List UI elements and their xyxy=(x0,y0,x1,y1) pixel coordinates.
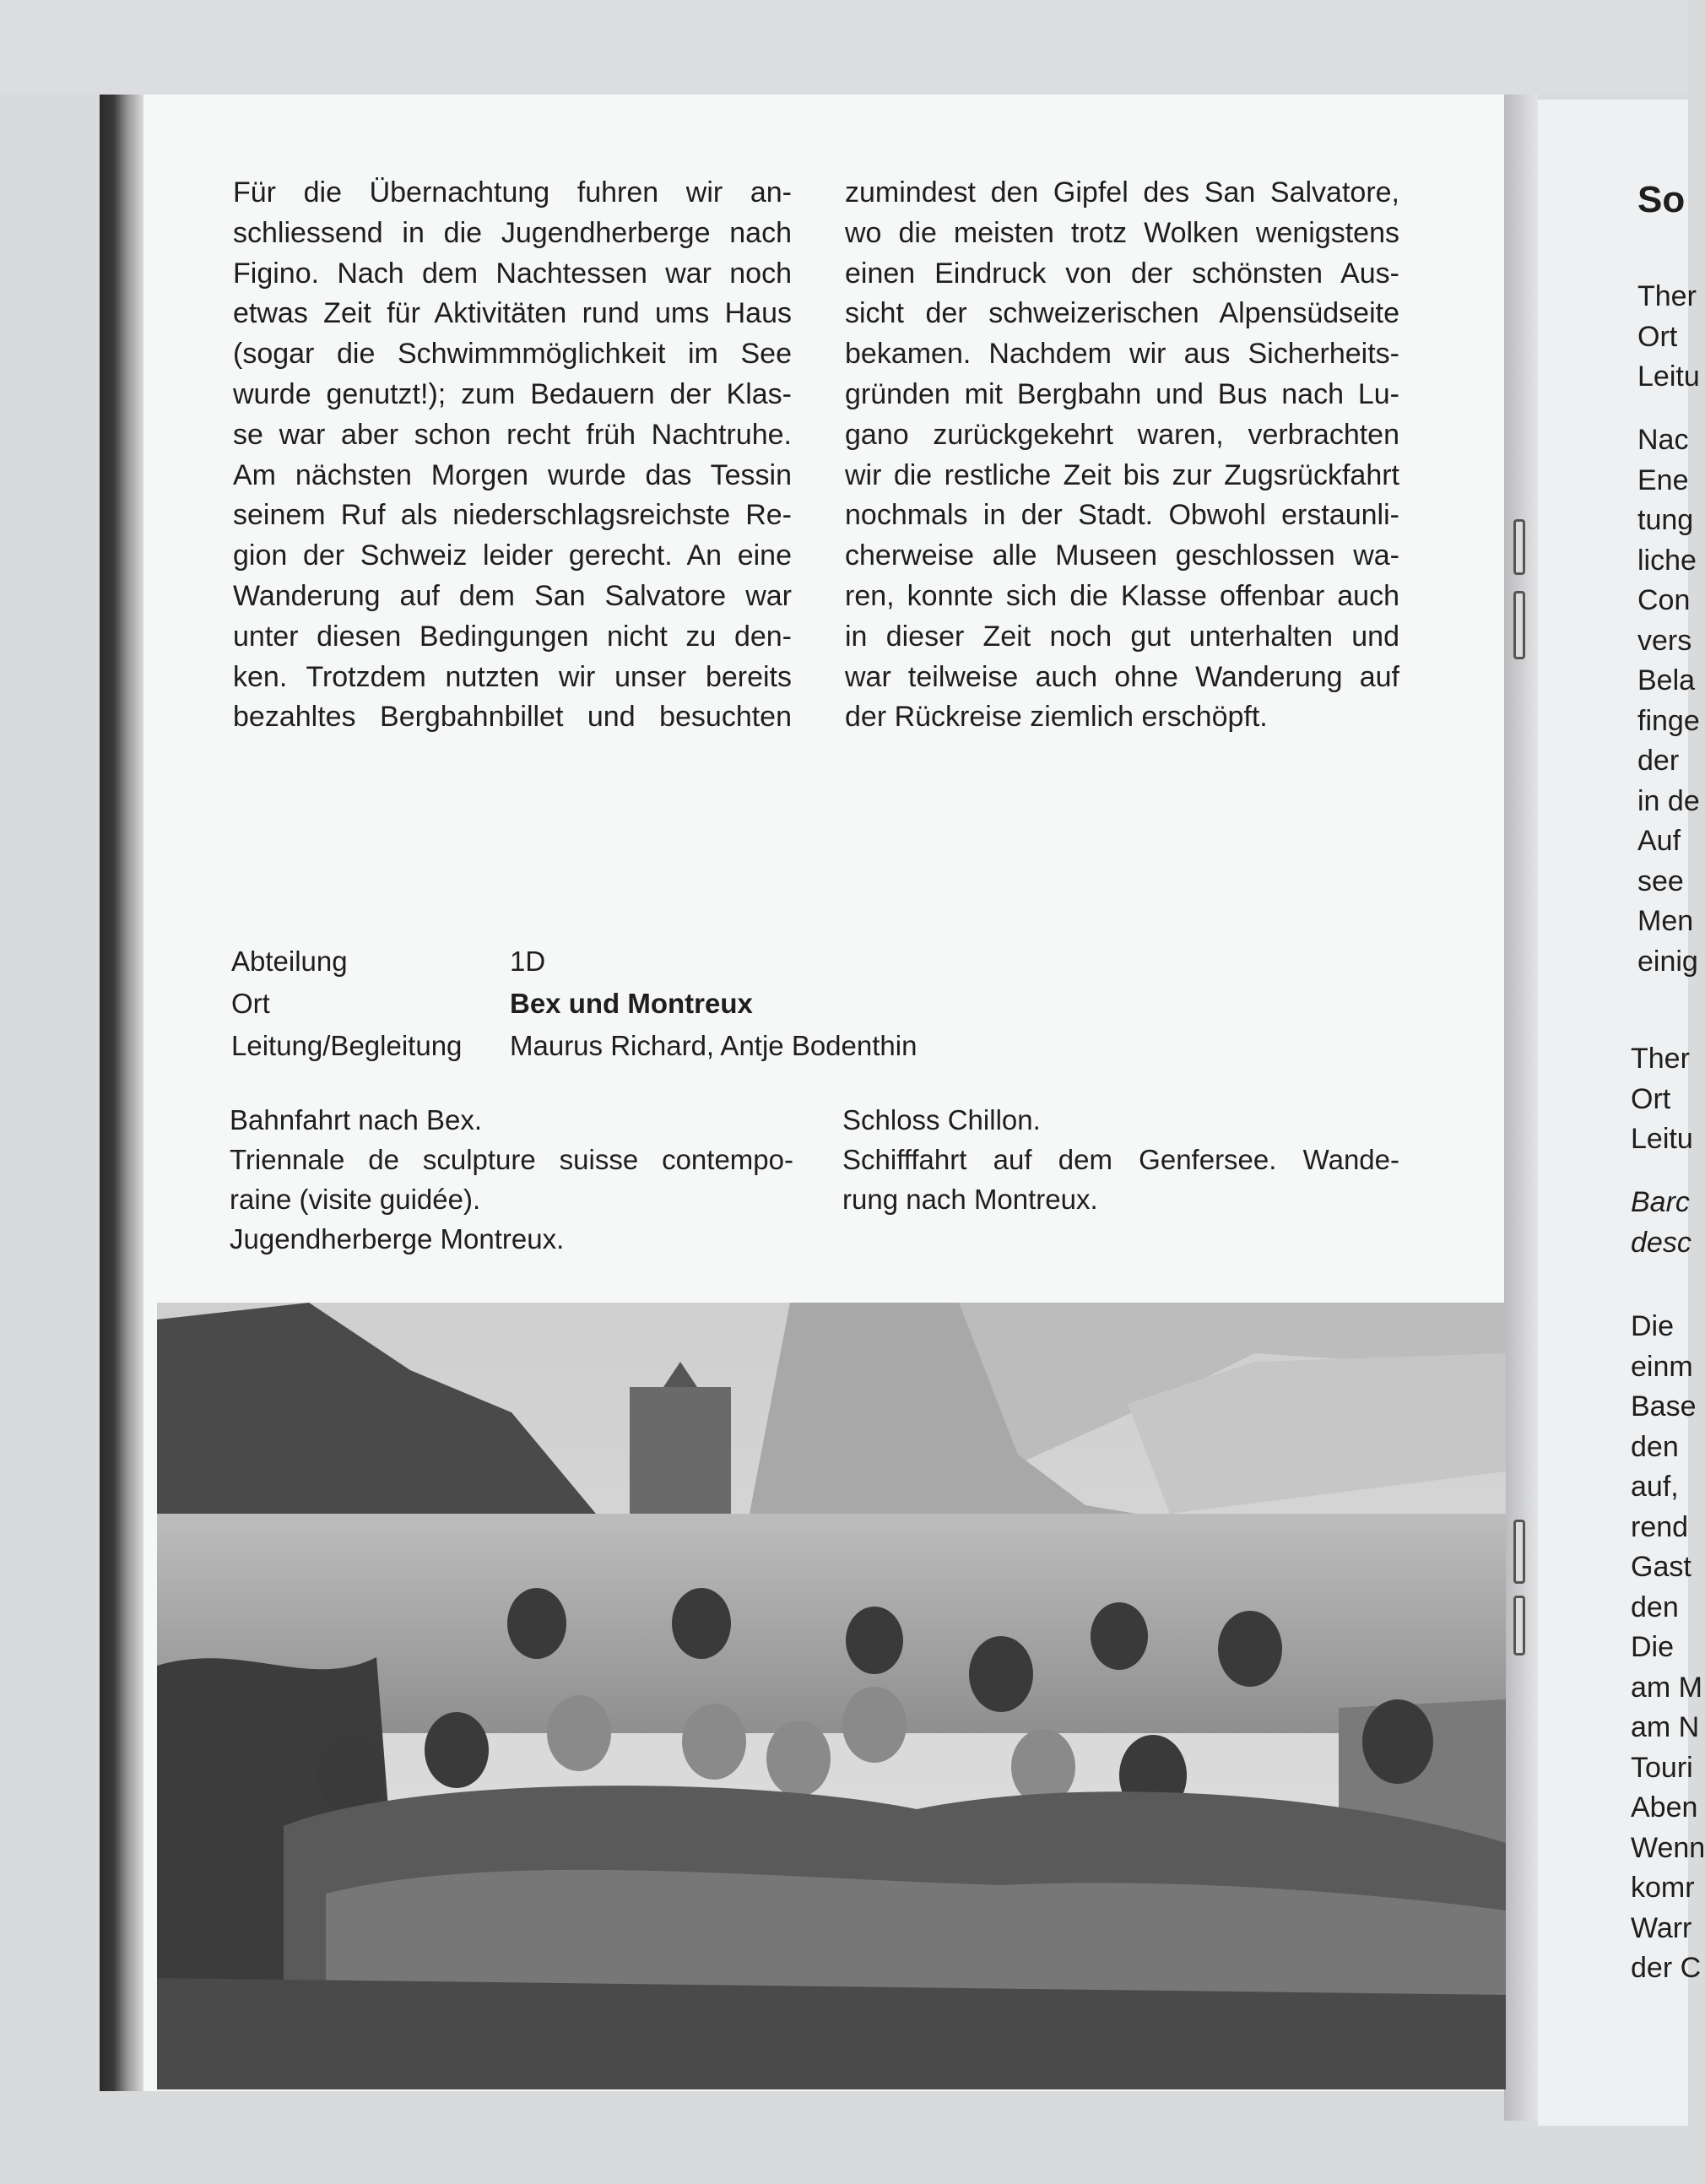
text-line: Aben xyxy=(1631,1791,1698,1824)
text-line: am M xyxy=(1631,1671,1702,1704)
text-line: Ther xyxy=(1637,280,1697,312)
text-line: in de xyxy=(1637,784,1700,817)
text-line: auf, xyxy=(1631,1471,1679,1503)
text-line: am N xyxy=(1631,1711,1700,1743)
text-line: Ene xyxy=(1637,463,1689,496)
text-line: Bela xyxy=(1637,664,1696,696)
text-line: Die xyxy=(1631,1310,1675,1342)
text-line: ken. Trotzdem nutzten wir unser bereits xyxy=(233,660,792,693)
staple-icon xyxy=(1513,1520,1525,1584)
text-line: etwas Zeit für Aktivitäten rund ums Haus xyxy=(233,297,792,330)
text-line: der C xyxy=(1631,1952,1702,1984)
staple-icon xyxy=(1513,1596,1525,1656)
text-line: see xyxy=(1637,864,1684,897)
text-line: Wanderung auf dem San Salvatore war xyxy=(233,579,792,612)
text-line: Für die Übernachtung fuhren wir an- xyxy=(233,176,792,209)
value-ort: Bex und Montreux xyxy=(510,988,753,1019)
text-line: Leitu xyxy=(1637,360,1700,393)
program-item: Schloss Chillon. xyxy=(842,1104,1041,1135)
text-line: war teilweise auch ohne Wanderung auf xyxy=(845,660,1399,693)
text-line: Figino. Nach dem Nachtessen war noch xyxy=(233,257,792,290)
text-line: Gast xyxy=(1631,1551,1691,1583)
text-line: sicht der schweizerischen Alpensüdseite xyxy=(845,297,1399,330)
text-line: Ort xyxy=(1631,1082,1671,1115)
program-item: raine (visite guidée). xyxy=(230,1184,481,1215)
text-line: Am nächsten Morgen wurde das Tessin xyxy=(233,458,792,491)
text-line: rend xyxy=(1631,1510,1689,1543)
text-line: Wenn xyxy=(1631,1831,1705,1864)
text-line: wo die meisten trotz Wolken wenigstens xyxy=(845,216,1399,249)
text-line: Auf xyxy=(1637,825,1681,857)
text-line: einm xyxy=(1631,1350,1693,1383)
text-line: wurde genutzt!); zum Bedauern der Klas- xyxy=(233,377,792,410)
label-abteilung: Abteilung xyxy=(231,946,348,977)
text-line: Nac xyxy=(1637,424,1689,456)
text-line: (sogar die Schwimmmöglichkeit im See xyxy=(233,338,792,371)
group-photo-chillon xyxy=(157,1303,1506,2089)
book-gutter xyxy=(1504,95,1538,2121)
text-line: finge xyxy=(1637,704,1700,737)
value-abteilung: 1D xyxy=(510,946,546,977)
paragraph-1 xyxy=(1637,420,1700,982)
label-ort: Ort xyxy=(231,988,270,1019)
text-line: den xyxy=(1631,1430,1679,1463)
text-line: ren, konnte sich die Klasse offenbar auch xyxy=(845,579,1399,612)
article-column-1 xyxy=(233,173,792,738)
text-line: Touri xyxy=(1631,1751,1693,1784)
text-line: Die xyxy=(1631,1631,1675,1663)
text-line: wir die restliche Zeit bis zur Zugsrückfahrt xyxy=(845,458,1399,491)
text-line: bezahltes Bergbahnbillet und besuchten xyxy=(233,701,792,734)
page-edge-shadow xyxy=(100,95,147,2091)
text-line: liche xyxy=(1637,544,1697,577)
text-line: nochmals in der Stadt. Obwohl erstaunli- xyxy=(845,499,1399,532)
text-line: einig xyxy=(1637,945,1698,978)
italic-subtitle xyxy=(1631,1183,1691,1263)
info-block-2 xyxy=(1631,1039,1693,1160)
program-item: Schifffahrt auf dem Genfersee. Wande- xyxy=(842,1144,1399,1175)
text-line: den xyxy=(1631,1591,1679,1623)
value-leitung: Maurus Richard, Antje Bodenthin xyxy=(510,1030,917,1061)
program-item: Bahnfahrt nach Bex. xyxy=(230,1104,483,1135)
program-list-left xyxy=(230,1100,793,1259)
text-line: Con xyxy=(1637,584,1691,616)
staple-icon xyxy=(1513,519,1525,575)
text-line: Base xyxy=(1631,1390,1697,1423)
text-line: Leitu xyxy=(1631,1123,1693,1155)
text-line: Men xyxy=(1637,905,1694,937)
section-heading: So xyxy=(1637,179,1686,220)
text-line: in dieser Zeit noch gut unterhalten und xyxy=(845,620,1399,653)
text-line: Ther xyxy=(1631,1043,1690,1075)
text-line: schliessend in die Jugendherberge nach xyxy=(233,216,792,249)
text-line: Barc xyxy=(1631,1186,1690,1218)
program-item: Triennale de sculpture suisse contempo- xyxy=(230,1144,793,1175)
text-line: Warr xyxy=(1631,1911,1692,1944)
program-list-right xyxy=(842,1100,1399,1219)
text-line: vers xyxy=(1637,624,1692,657)
text-line: Ort xyxy=(1637,320,1678,353)
scan-background xyxy=(0,0,1688,95)
text-line: gion der Schweiz leider gerecht. An eine xyxy=(233,539,792,572)
program-item: rung nach Montreux. xyxy=(842,1184,1098,1215)
text-line: der Rückreise ziemlich erschöpft. xyxy=(845,701,1268,734)
text-line: der xyxy=(1637,745,1680,777)
paragraph-2 xyxy=(1631,1307,1705,1989)
text-line: cherweise alle Museen geschlossen wa- xyxy=(845,539,1399,572)
program-item: Jugendherberge Montreux. xyxy=(230,1223,565,1255)
text-line: bekamen. Nachdem wir aus Sicherheits- xyxy=(845,338,1399,371)
text-line: gründen mit Bergbahn und Bus nach Lu- xyxy=(845,377,1399,410)
text-line: einen Eindruck von der schönsten Aus- xyxy=(845,257,1399,290)
article-column-2 xyxy=(845,173,1399,738)
staple-icon xyxy=(1513,591,1525,659)
text-line: komr xyxy=(1631,1872,1695,1904)
right-page-fragment xyxy=(1538,100,1705,2126)
text-line: zumindest den Gipfel des San Salvatore, xyxy=(845,176,1399,209)
label-leitung: Leitung/Begleitung xyxy=(231,1030,463,1061)
text-line: gano zurückgekehrt waren, verbrachten xyxy=(845,418,1399,451)
text-line: unter diesen Bedingungen nicht zu den- xyxy=(233,620,792,653)
info-block-1 xyxy=(1637,277,1700,398)
text-line: seinem Ruf als niederschlagsreichste Re- xyxy=(233,499,792,532)
text-line: desc xyxy=(1631,1226,1691,1259)
text-line: tung xyxy=(1637,504,1694,536)
text-line: se war aber schon recht früh Nachtruhe. xyxy=(233,418,792,451)
